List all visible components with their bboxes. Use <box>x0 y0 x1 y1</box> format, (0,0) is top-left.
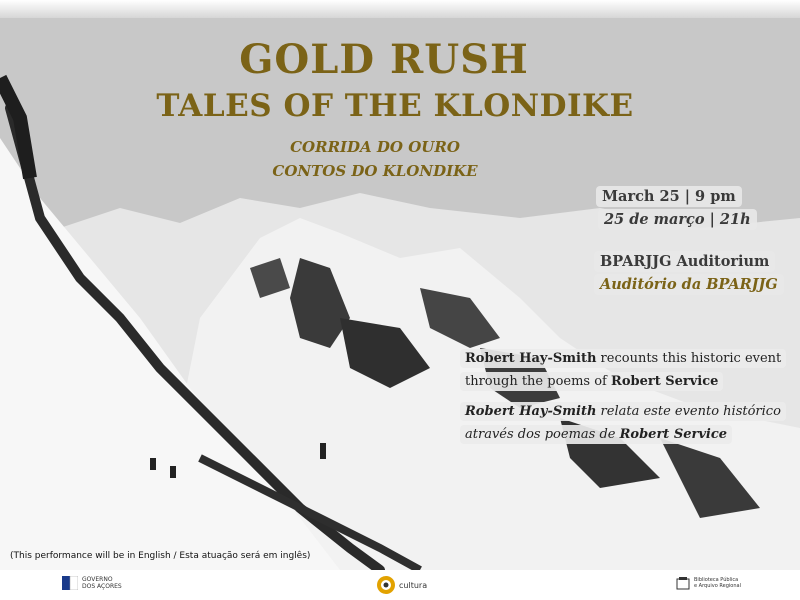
description-pt-text-1: relata este evento histórico <box>596 404 781 419</box>
logo-center-text: cultura <box>399 580 428 590</box>
logo-left-line-1: GOVERNO <box>82 576 113 583</box>
title-line-2: TALES OF THE KLONDIKE <box>156 88 634 124</box>
description-en-text-2: through the poems of <box>465 374 612 389</box>
description-pt-text-2: através dos poemas de <box>465 427 620 442</box>
title-line-1: GOLD RUSH <box>239 36 529 83</box>
description-en-text-1: recounts this historic event <box>596 351 782 366</box>
venue-portuguese: Auditório da BPARJJG <box>594 274 784 295</box>
logo-right-line-2: e Arquivo Regional <box>694 583 741 589</box>
language-note: (This performance will be in English / Esta atuação será em inglês) <box>10 551 311 561</box>
description-english-line-1 <box>460 349 786 368</box>
subtitle-line-1: CORRIDA DO OURO <box>290 138 460 156</box>
date-english: March 25 | 9 pm <box>596 186 742 207</box>
poet-name: Robert Service <box>611 374 719 389</box>
description-english-line-2 <box>460 372 723 391</box>
azores-flag-icon <box>62 576 78 590</box>
description-portuguese-line-1 <box>460 402 786 421</box>
description-portuguese-line-2 <box>460 425 732 444</box>
top-gradient-bar <box>0 0 800 18</box>
cultura-c-icon <box>377 576 395 594</box>
logo-left-line-2: DOS AÇORES <box>82 583 122 590</box>
logo-cultura <box>377 576 427 594</box>
logo-bparjjg <box>676 576 741 590</box>
subtitle-line-2: CONTOS DO KLONDIKE <box>272 162 478 180</box>
date-portuguese: 25 de março | 21h <box>598 209 757 230</box>
performer-name-pt: Robert Hay-Smith <box>465 404 597 419</box>
venue-english: BPARJJG Auditorium <box>594 251 775 272</box>
performer-name: Robert Hay-Smith <box>465 351 597 366</box>
logo-governo-acores <box>62 576 122 590</box>
library-icon <box>676 576 690 590</box>
logo-right-line-1: Biblioteca Pública <box>694 577 739 583</box>
poet-name-pt: Robert Service <box>619 427 728 442</box>
